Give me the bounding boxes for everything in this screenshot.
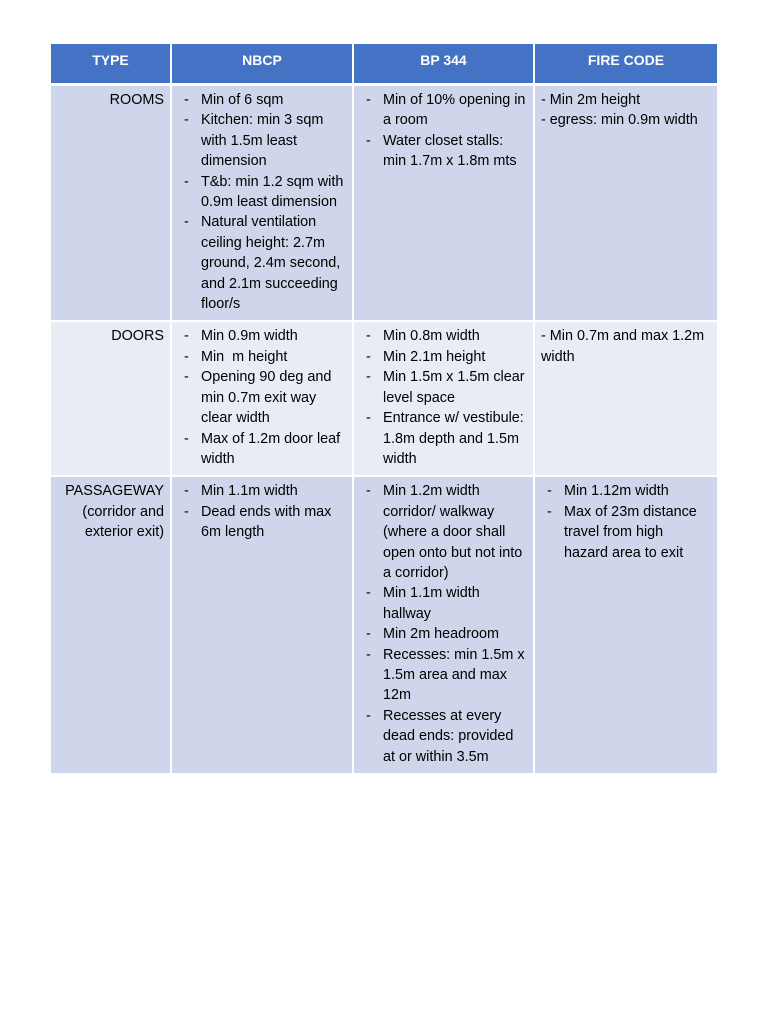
header-row bbox=[51, 44, 717, 85]
list-item: - egress: min 0.9m width bbox=[541, 112, 698, 129]
list-item: - Min 0.8m width bbox=[366, 328, 480, 345]
row-doors bbox=[51, 321, 717, 476]
list-item: - Max of 1.2m door leaf width bbox=[184, 430, 341, 467]
bp344-cell-doors bbox=[353, 321, 534, 476]
list-item: - Min of 10% opening in a room bbox=[366, 92, 526, 129]
row-rooms bbox=[51, 85, 717, 322]
type-cell-rooms: ROOMS bbox=[51, 85, 171, 322]
list-item: - Recesses: min 1.5m x 1.5m area and max 12m bbox=[366, 646, 525, 704]
header-type: TYPE bbox=[51, 44, 171, 85]
nbcp-cell-doors bbox=[171, 321, 353, 476]
bp344-cell-rooms bbox=[353, 85, 534, 322]
header-bp344: BP 344 bbox=[353, 44, 534, 85]
list-item: - Min 2.1m height bbox=[366, 348, 486, 365]
list-item: - Min 1.1m width bbox=[184, 483, 298, 500]
nbcp-cell-passageway bbox=[171, 476, 353, 774]
list-item: - Min 0.7m and max 1.2m width bbox=[541, 328, 705, 365]
fire-code-cell-doors bbox=[534, 321, 717, 476]
header-nbcp: NBCP bbox=[171, 44, 353, 85]
list-item: - Entrance w/ vestibule: 1.8m depth and 1.5m width bbox=[366, 410, 524, 467]
list-item: - Natural ventilation ceiling height: 2.7m ground, 2.4m second, and 2.1m succeeding floor/s bbox=[184, 214, 341, 313]
list-item: - Min m height bbox=[184, 348, 288, 365]
list-item: - T&b: min 1.2 sqm with 0.9m least dimension bbox=[184, 173, 344, 211]
list-item: - Min 1.5m x 1.5m clear level space bbox=[366, 369, 525, 406]
bp344-cell-passageway bbox=[353, 476, 534, 774]
list-item: - Recesses at every dead ends: provided at or within 3.5m bbox=[366, 707, 514, 765]
list-item: - Min 2m headroom bbox=[366, 626, 499, 643]
list-item: - Min 1.12m width bbox=[547, 483, 669, 500]
list-item: - Min of 6 sqm bbox=[184, 92, 284, 108]
list-item: - Min 1.2m width corridor/ walkway (where a door shall open onto but not into a corridor) bbox=[366, 483, 523, 581]
nbcp-cell-rooms bbox=[171, 85, 353, 322]
fire-code-cell-passageway bbox=[534, 476, 717, 774]
list-item: - Dead ends with max 6m length bbox=[184, 503, 332, 541]
header-fire-code: FIRE CODE bbox=[534, 44, 717, 85]
type-cell-doors: DOORS bbox=[51, 321, 171, 476]
list-item: - Min 1.1m width hallway bbox=[366, 585, 480, 622]
list-item: - Kitchen: min 3 sqm with 1.5m least dimension bbox=[184, 112, 324, 170]
type-cell-passageway: PASSAGEWAY (corridor and exterior exit) bbox=[51, 476, 171, 774]
list-item: - Water closet stalls: min 1.7m x 1.8m mts bbox=[366, 132, 517, 170]
row-passageway bbox=[51, 476, 717, 774]
list-item: - Opening 90 deg and min 0.7m exit way clear width bbox=[184, 369, 332, 427]
list-item: - Min 0.9m width bbox=[184, 328, 298, 345]
fire-code-cell-rooms bbox=[534, 85, 717, 322]
list-item: - Min 2m height bbox=[541, 92, 641, 108]
building-code-comparison-table bbox=[51, 44, 717, 775]
list-item: - Max of 23m distance travel from high hazard area to exit bbox=[547, 503, 697, 561]
